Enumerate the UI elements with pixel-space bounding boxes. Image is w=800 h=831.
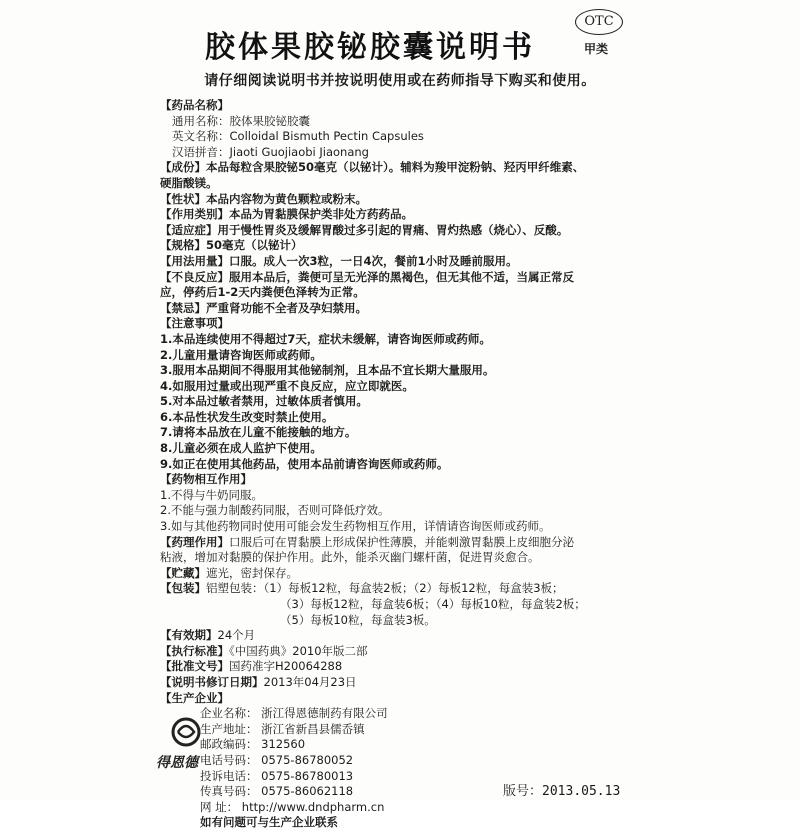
adverse-line-1: 服用本品后，粪便可呈无光泽的黑褐色，但无其他不适，当属正常反 [229,269,574,284]
contact-note: 如有问题可与生产企业联系 [200,815,338,830]
indications-text: 用于慢性胃炎及缓解胃酸过多引起的胃痛、胃灼热感（烧心）、反酸。 [217,222,569,237]
dosage-tag: 【用法用量】 [160,253,229,268]
section-dosage [160,254,680,270]
properties-tag: 【性状】 [160,191,206,206]
manufacturer-line: 投诉电话： 0575-86780013 [200,768,354,783]
section-interactions [160,472,680,488]
interaction-item: 3.如与其他药物同时使用可能会发生药物相互作用，详情请咨询医师或药师。 [160,519,551,534]
ingredients-line-1: 本品每粒含果胶铋50毫克（以铋计）。辅料为羧甲淀粉钠、羟丙甲纤维素、 [206,160,585,175]
package-tag: 【包装】 [160,581,206,596]
spec-text: 50毫克（以铋计） [206,238,303,253]
precaution-item: 7.请将本品放在儿童不能接触的地方。 [160,425,357,440]
precaution-item: 5.对本品过敏者禁用，过敏体质者慎用。 [160,394,368,409]
manufacturer-tag: 【生产企业】 [160,690,229,705]
contra-text: 严重肾功能不全者及孕妇禁用。 [206,300,367,315]
manufacturer-line: 邮政编码： 312560 [200,737,306,752]
section-revision [160,675,680,691]
revision-tag: 【说明书修订日期】 [160,674,264,689]
dosage-text: 口服。成人一次3粒，一日4次，餐前1小时及睡前服用。 [229,253,518,268]
section-properties [160,192,680,208]
section-manufacturer [160,691,680,707]
package-line-1: 铝塑包装：（1）每板12粒，每盒装2板；（2）每板12粒，每盒装3板； [206,581,564,596]
section-expiry [160,628,680,644]
section-storage [160,566,680,582]
precaution-item: 3.服用本品期间不得服用其他铋制剂，且本品不宜长期大量服用。 [160,363,495,378]
name-english-text: 英文名称：Colloidal Bismuth Pectin Capsules [172,129,424,144]
subtitle-instruction: 请仔细阅读说明书并按说明使用或在药师指导下购买和使用。 [204,73,596,89]
precautions-tag: 【注意事项】 [160,316,229,331]
otc-mark: OTC [575,9,623,35]
version-label: 版号： [503,784,543,799]
manufacturer-line: 生产地址： 浙江省新昌县儒岙镇 [200,721,365,736]
version-number [503,780,620,799]
interaction-item: 1.不得与牛奶同服。 [160,487,263,502]
spec-tag: 【规格】 [160,238,206,253]
section-standard [160,644,680,660]
indications-tag: 【适应症】 [160,222,218,237]
adverse-tag: 【不良反应】 [160,269,229,284]
manufacturer-line: 企业名称： 浙江得恩德制药有限公司 [200,706,388,721]
section-name [160,98,680,114]
section-package [160,581,680,597]
section-pharmacology [160,535,680,551]
otc-class-label: 甲类 [584,42,609,56]
manufacturer-line: 电话号码： 0575-86780052 [200,752,354,767]
interactions-tag: 【药物相互作用】 [160,472,252,487]
ingredients-tag: 【成份】 [160,160,206,175]
interaction-item: 2.不能与强力制酸药同服，否则可降低疗效。 [160,503,390,518]
name-pinyin: 汉语拼音：Jiaoti Guojiaobi Jiaonang [172,144,369,159]
pharmacology-tag: 【药理作用】 [160,534,229,549]
package-line-3: （5）每板10粒，每盒装3板。 [280,612,436,627]
category-text: 本品为胃黏膜保护类非处方药药品。 [229,207,413,222]
version-value: 2013.05.13 [542,784,621,799]
logo-text: 得恩德 [156,755,198,772]
section-ingredients [160,160,680,176]
precaution-item: 8.儿童必须在成人监护下使用。 [160,441,322,456]
expiry-text: 24个月 [217,628,256,643]
section-adverse [160,270,680,286]
precaution-item: 9.如正在使用其他药品，使用本品前请咨询医师或药师。 [160,456,449,471]
storage-text: 遮光，密封保存。 [206,565,298,580]
manufacturer-line: 传真号码： 0575-86062118 [200,784,354,799]
pharmacology-line-2: 粘液，增加对黏膜的保护作用。此外，能杀灭幽门螺杆菌，促进胃炎愈合。 [160,550,540,565]
package-line-2: （3）每板12粒，每盒装6板；（4）每板10粒，每盒装2板； [280,597,586,611]
name-english [160,129,680,145]
section-contraindications [160,301,680,317]
contra-tag: 【禁忌】 [160,300,206,315]
name-tag: 【药品名称】 [160,98,229,112]
expiry-tag: 【有效期】 [160,628,218,643]
section-spec [160,238,680,254]
approval-text: 国药准字H20064288 [229,659,343,674]
ingredients-line-2: 硬脂酸镁。 [160,175,218,190]
precaution-item: 6.本品性状发生改变时禁止使用。 [160,409,334,424]
properties-text: 本品内容物为黄色颗粒或粉末。 [206,191,367,206]
name-common: 通用名称：胶体果胶铋胶囊 [172,113,310,128]
document-title: 胶体果胶铋胶囊说明书 [205,30,535,65]
content-body [156,98,680,831]
standard-text: 《中国药典》2010年版二部 [229,643,368,658]
company-logo-icon [154,712,218,772]
section-approval [160,659,680,675]
revision-text: 2013年04月23日 [263,674,357,689]
standard-tag: 【执行标准】 [160,643,229,658]
storage-tag: 【贮藏】 [160,565,206,580]
pharmacology-line-1: 口服后可在胃黏膜上形成保护性薄膜，并能刺激胃黏膜上皮细胞分泌 [229,534,574,549]
section-category [160,207,680,223]
precaution-item: 1.本品连续使用不得超过7天，症状未缓解，请咨询医师或药师。 [160,331,491,346]
manufacturer-line: 网 址： http://www.dndpharm.cn [200,799,385,814]
category-tag: 【作用类别】 [160,207,229,222]
section-indications [160,223,680,239]
section-precautions [160,316,680,332]
precaution-item: 4.如服用过量或出现严重不良反应，应立即就医。 [160,378,414,393]
adverse-line-2: 应，停药后1-2天内粪便色泽转为正常。 [160,285,365,300]
precaution-item: 2.儿童用量请咨询医师或药师。 [160,347,322,362]
approval-tag: 【批准文号】 [160,659,229,674]
